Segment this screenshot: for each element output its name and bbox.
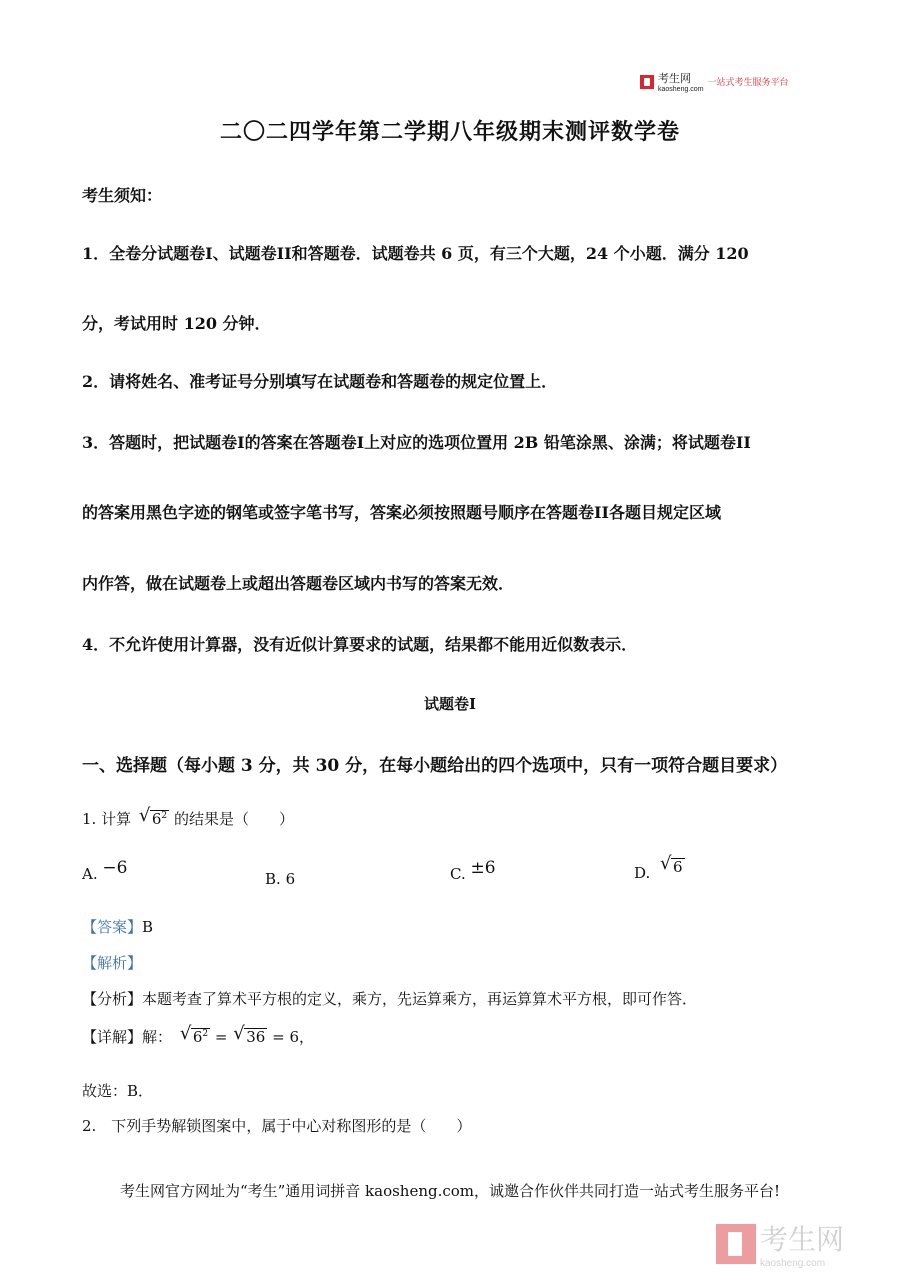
detail-result: = 6 xyxy=(272,1028,299,1046)
option-a-letter: A. xyxy=(82,865,98,883)
footer-text: 考生网官方网址为“考生”通用词拼音 kaosheng.com，诚邀合作伙伴共同打造一站式考生服务平台! xyxy=(119,1182,781,1200)
logo-text: 考生网 xyxy=(658,73,691,85)
notice-item-3-line-3: 内作答，做在试题卷上或超出答题卷区域内书写的答案无效． xyxy=(82,574,515,593)
sqrt-expression xyxy=(150,810,169,828)
question-1-prefix: 1. 计算 xyxy=(82,810,132,828)
answer-line xyxy=(82,916,153,937)
option-c xyxy=(450,858,496,884)
notice-item-2: 2．请将姓名、准考证号分别填写在试题卷和答题卷的规定位置上． xyxy=(82,372,558,391)
detail-mid: 36 xyxy=(246,1028,266,1046)
watermark-mark-icon xyxy=(716,1224,756,1264)
option-b xyxy=(265,870,295,888)
option-c-value: ±6 xyxy=(470,858,496,878)
question-1 xyxy=(82,808,294,829)
watermark-logo xyxy=(716,1218,844,1269)
fenxi-text: 本题考查了算术平方根的定义，乘方，先运算乘方，再运算算术平方根，即可作答． xyxy=(142,990,698,1008)
fenxi-line xyxy=(82,988,697,1009)
equals-sign: = xyxy=(214,1028,228,1046)
answer-value: B xyxy=(142,918,154,936)
detail-line xyxy=(82,1026,314,1047)
conclusion: 故选：B． xyxy=(82,1082,154,1100)
detail-tag: 【详解】 xyxy=(82,1028,143,1046)
notice-item-4: 4．不允许使用计算器，没有近似计算要求的试题，结果都不能用近似数表示． xyxy=(82,635,638,654)
watermark-domain: kaosheng.com xyxy=(760,1258,826,1269)
exponent: 2 xyxy=(161,811,168,821)
notice-item-1-line-2: 分，考试用时 120 分钟． xyxy=(82,314,271,333)
watermark-text-group xyxy=(760,1218,844,1269)
option-b-letter: B. xyxy=(265,870,281,888)
fenxi-tag: 【分析】 xyxy=(82,990,143,1008)
notice-item-1-line-1: 1．全卷分试题卷I、试题卷II和答题卷．试题卷共 6 页，有三个大题，24 个小题．满分 120 xyxy=(82,244,749,263)
detail-sqrt-2 xyxy=(244,1028,267,1046)
detail-radicand: 6 xyxy=(192,1028,203,1046)
logo-text-group xyxy=(658,70,704,93)
detail-exponent: 2 xyxy=(202,1029,209,1039)
notice-heading: 考生须知： xyxy=(82,186,163,205)
logo-mark-icon xyxy=(640,75,654,89)
page-title: 二〇二四学年第二学期八年级期末测评数学卷 xyxy=(219,119,680,145)
option-b-value: 6 xyxy=(285,870,296,888)
option-c-letter: C. xyxy=(450,865,466,883)
radicand: 6 xyxy=(151,810,162,828)
header-logo xyxy=(640,70,789,93)
question-1-suffix: 的结果是（ ） xyxy=(173,810,294,828)
logo-domain: kaosheng.com xyxy=(658,86,704,93)
watermark-text: 考生网 xyxy=(760,1224,845,1255)
option-d-value: 6 xyxy=(673,858,683,876)
notice-item-3-line-2: 的答案用黑色字迹的钢笔或签字笔书写，答案必须按照题号顺序在答题卷II各题目规定区域 xyxy=(82,503,721,522)
answer-tag: 【答案】 xyxy=(82,918,143,936)
notice-item-3-line-1: 3．答题时，把试题卷I的答案在答题卷I上对应的选项位置用 2B 铅笔涂黑、涂满；将试题卷II xyxy=(82,433,751,452)
option-a-value: −6 xyxy=(102,858,128,878)
detail-end: ， xyxy=(299,1028,315,1046)
section-title: 试题卷I xyxy=(423,695,477,713)
analysis-tag: 【解析】 xyxy=(82,954,143,972)
option-d-sqrt xyxy=(671,858,685,876)
option-a xyxy=(82,858,128,884)
option-d-letter: D. xyxy=(634,864,651,882)
detail-prefix: 解： xyxy=(142,1028,173,1046)
detail-sqrt-1 xyxy=(191,1028,210,1046)
logo-slogan: 一站式考生服务平台 xyxy=(707,77,789,87)
question-2: 2. 下列手势解锁图案中，属于中心对称图形的是（ ） xyxy=(82,1117,472,1135)
part-1-heading: 一、选择题（每小题 3 分，共 30 分，在每小题给出的四个选项中，只有一项符合题目要求） xyxy=(82,756,788,776)
option-d xyxy=(634,858,685,882)
